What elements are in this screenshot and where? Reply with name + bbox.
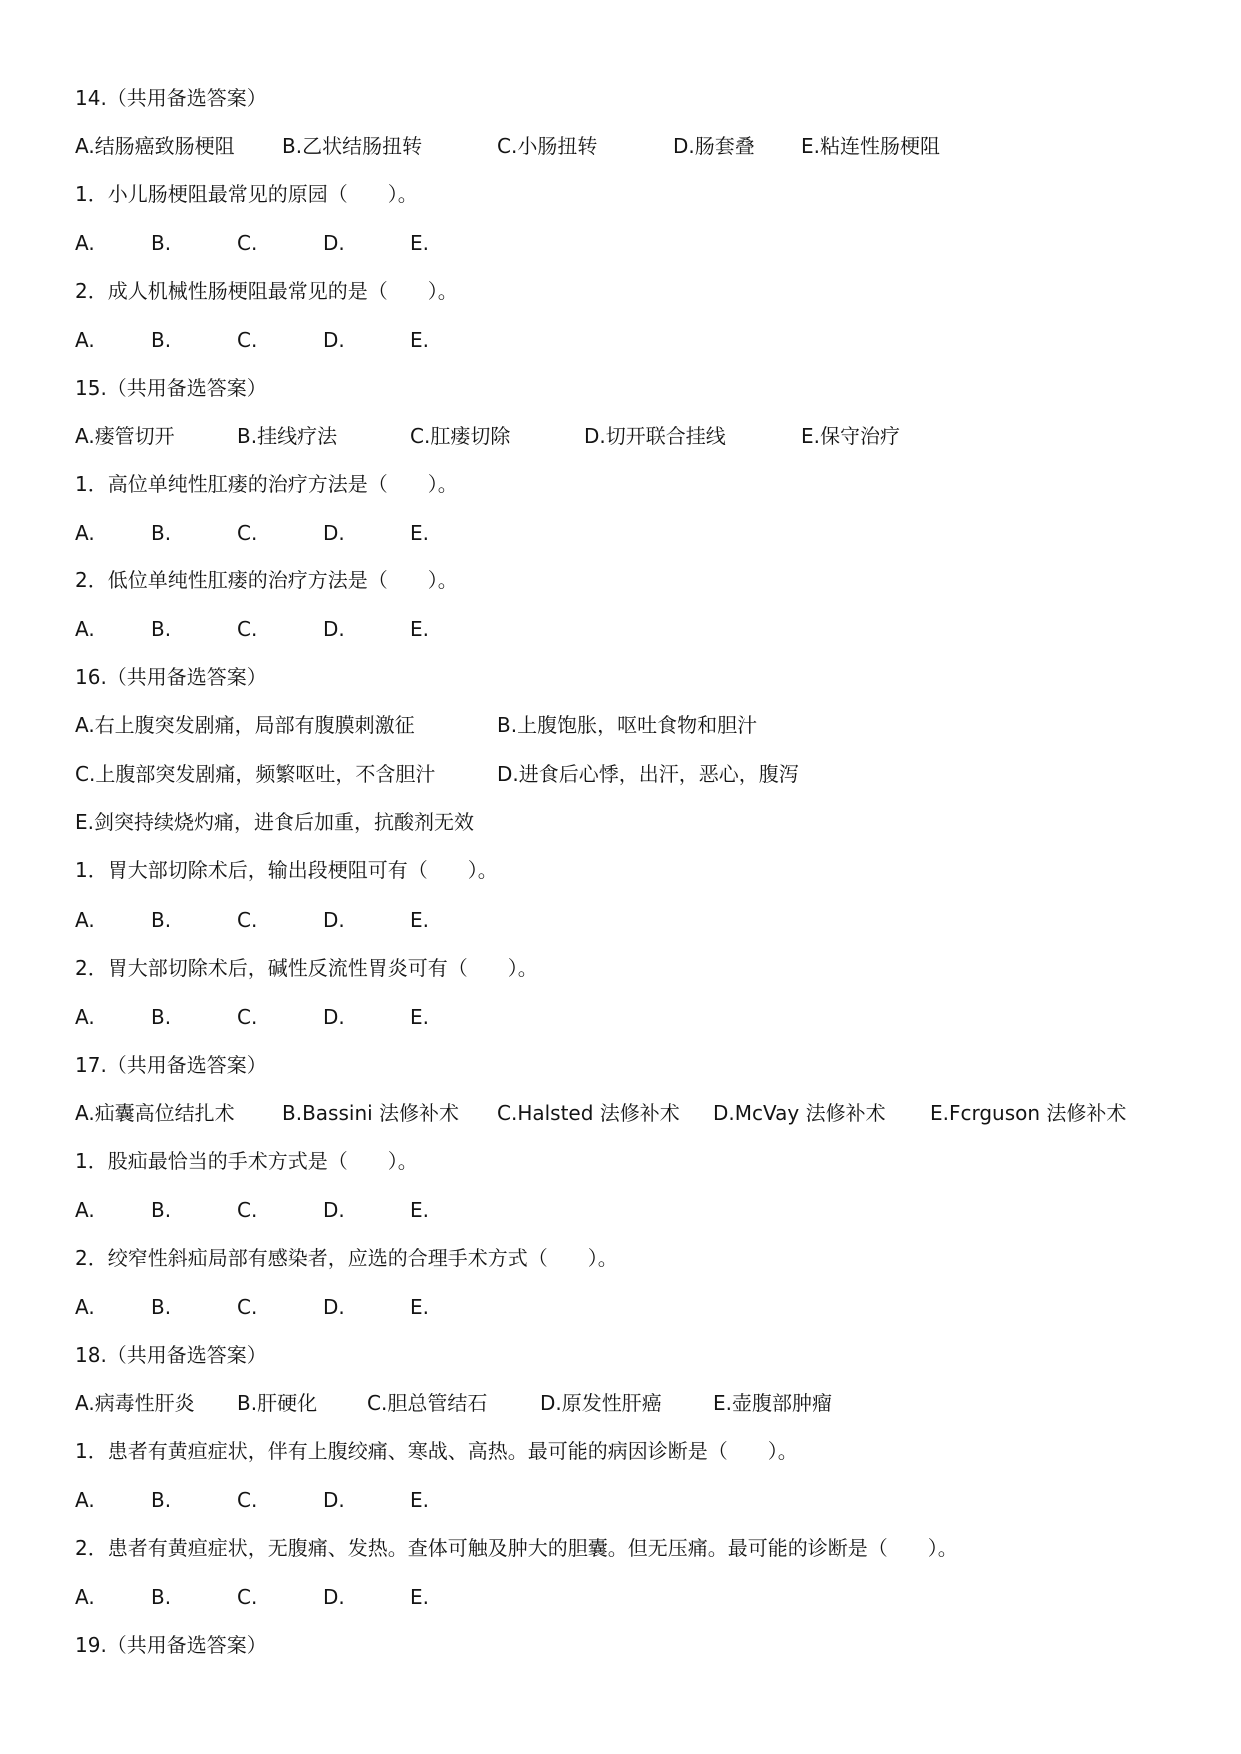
answer-choices-row — [0, 1005, 1241, 1029]
option-item: C.Halsted 法修补术 — [497, 1101, 680, 1125]
group-16-options-row-1 — [0, 713, 1241, 737]
answer-choice-d: D. — [323, 1585, 345, 1609]
group-14-header-line — [0, 86, 1241, 110]
answer-choices-row — [0, 1198, 1241, 1222]
answer-choice-b: B. — [151, 328, 172, 352]
answer-choice-c: C. — [237, 1005, 258, 1029]
answer-choice-a: A. — [75, 617, 95, 641]
question-stem: 1．高位单纯性肛瘘的治疗方法是（ ）。 — [75, 472, 458, 496]
answer-choices-row — [0, 617, 1241, 641]
answer-choice-a: A. — [75, 328, 95, 352]
group-15-header: 15.（共用备选答案） — [75, 376, 267, 400]
group-14-options — [0, 134, 1241, 158]
option-item: B.挂线疗法 — [237, 424, 338, 448]
group-17-header-line — [0, 1053, 1241, 1077]
question-line — [0, 472, 1241, 496]
question-stem: 1．小儿肠梗阻最常见的原园（ ）。 — [75, 182, 418, 206]
question-stem: 1．胃大部切除术后，输出段梗阻可有（ ）。 — [75, 858, 498, 882]
option-item: B.上腹饱胀，呕吐食物和胆汁 — [497, 713, 758, 737]
question-stem: 2．胃大部切除术后，碱性反流性胃炎可有（ ）。 — [75, 956, 538, 980]
answer-choice-b: B. — [151, 1198, 172, 1222]
answer-choice-a: A. — [75, 1005, 95, 1029]
answer-choice-b: B. — [151, 521, 172, 545]
answer-choice-e: E. — [410, 908, 429, 932]
option-item: B.Bassini 法修补术 — [282, 1101, 460, 1125]
option-item: A.疝囊高位结扎术 — [75, 1101, 235, 1125]
group-17-header: 17.（共用备选答案） — [75, 1053, 267, 1077]
option-item: D.肠套叠 — [673, 134, 755, 158]
question-line — [0, 1149, 1241, 1173]
answer-choice-b: B. — [151, 617, 172, 641]
answer-choice-c: C. — [237, 1295, 258, 1319]
option-item: D.McVay 法修补术 — [713, 1101, 886, 1125]
answer-choice-e: E. — [410, 1295, 429, 1319]
question-stem: 2．低位单纯性肛瘘的治疗方法是（ ）。 — [75, 568, 458, 592]
answer-choice-c: C. — [237, 908, 258, 932]
answer-choice-c: C. — [237, 231, 258, 255]
answer-choice-a: A. — [75, 908, 95, 932]
answer-choice-e: E. — [410, 1005, 429, 1029]
option-item: A.右上腹突发剧痛，局部有腹膜刺激征 — [75, 713, 415, 737]
question-line — [0, 1439, 1241, 1463]
option-item: E.粘连性肠梗阻 — [801, 134, 940, 158]
answer-choice-b: B. — [151, 1585, 172, 1609]
group-18-header: 18.（共用备选答案） — [75, 1343, 267, 1367]
question-line — [0, 279, 1241, 303]
answer-choice-e: E. — [410, 328, 429, 352]
answer-choice-d: D. — [323, 1488, 345, 1512]
option-item: C.胆总管结石 — [367, 1391, 488, 1415]
answer-choice-a: A. — [75, 1585, 95, 1609]
group-19-header-line — [0, 1633, 1241, 1657]
option-item: A.结肠癌致肠梗阻 — [75, 134, 235, 158]
question-stem: 1．股疝最恰当的手术方式是（ ）。 — [75, 1149, 418, 1173]
option-item: E.剑突持续烧灼痛，进食后加重，抗酸剂无效 — [75, 810, 474, 834]
answer-choice-b: B. — [151, 1295, 172, 1319]
option-item: B.乙状结肠扭转 — [282, 134, 423, 158]
group-16-header-line — [0, 665, 1241, 689]
answer-choice-a: A. — [75, 1295, 95, 1319]
question-line — [0, 956, 1241, 980]
answer-choice-a: A. — [75, 1198, 95, 1222]
group-16-options-row-3 — [0, 810, 1241, 834]
answer-choice-d: D. — [323, 1295, 345, 1319]
group-18-header-line — [0, 1343, 1241, 1367]
option-item: C.上腹部突发剧痛，频繁呕吐，不含胆汁 — [75, 762, 436, 786]
question-line — [0, 182, 1241, 206]
group-15-options — [0, 424, 1241, 448]
answer-choice-a: A. — [75, 231, 95, 255]
group-18-options — [0, 1391, 1241, 1415]
answer-choices-row — [0, 1295, 1241, 1319]
answer-choices-row — [0, 908, 1241, 932]
answer-choice-e: E. — [410, 1198, 429, 1222]
group-15-header-line — [0, 376, 1241, 400]
answer-choice-e: E. — [410, 231, 429, 255]
answer-choice-c: C. — [237, 1585, 258, 1609]
answer-choice-b: B. — [151, 1005, 172, 1029]
answer-choices-row — [0, 328, 1241, 352]
answer-choice-e: E. — [410, 617, 429, 641]
answer-choice-d: D. — [323, 1005, 345, 1029]
answer-choice-d: D. — [323, 1198, 345, 1222]
question-stem: 2．绞窄性斜疝局部有感染者，应选的合理手术方式（ ）。 — [75, 1246, 618, 1270]
question-stem: 2．成人机械性肠梗阻最常见的是（ ）。 — [75, 279, 458, 303]
question-line — [0, 568, 1241, 592]
group-16-header: 16.（共用备选答案） — [75, 665, 267, 689]
group-14-header: 14.（共用备选答案） — [75, 86, 267, 110]
answer-choices-row — [0, 231, 1241, 255]
question-line — [0, 1246, 1241, 1270]
option-item: C.肛瘘切除 — [410, 424, 511, 448]
option-item: E.壶腹部肿瘤 — [713, 1391, 832, 1415]
question-line — [0, 1536, 1241, 1560]
option-item: E.Fcrguson 法修补术 — [930, 1101, 1127, 1125]
answer-choice-d: D. — [323, 231, 345, 255]
answer-choice-c: C. — [237, 328, 258, 352]
question-stem: 1．患者有黄疸症状，伴有上腹绞痛、寒战、高热。最可能的病因诊断是（ ）。 — [75, 1439, 798, 1463]
answer-choice-e: E. — [410, 1488, 429, 1512]
option-item: E.保守治疗 — [801, 424, 900, 448]
answer-choice-e: E. — [410, 1585, 429, 1609]
answer-choices-row — [0, 521, 1241, 545]
answer-choice-b: B. — [151, 908, 172, 932]
option-item: C.小肠扭转 — [497, 134, 598, 158]
option-item: D.原发性肝癌 — [540, 1391, 662, 1415]
answer-choice-a: A. — [75, 521, 95, 545]
answer-choice-b: B. — [151, 1488, 172, 1512]
group-16-options-row-2 — [0, 762, 1241, 786]
answer-choice-e: E. — [410, 521, 429, 545]
answer-choice-c: C. — [237, 1198, 258, 1222]
answer-choice-c: C. — [237, 1488, 258, 1512]
option-item: A.瘘管切开 — [75, 424, 175, 448]
answer-choice-d: D. — [323, 328, 345, 352]
answer-choice-d: D. — [323, 908, 345, 932]
option-item: A.病毒性肝炎 — [75, 1391, 195, 1415]
answer-choice-b: B. — [151, 231, 172, 255]
group-17-options — [0, 1101, 1241, 1125]
question-stem: 2．患者有黄疸症状，无腹痛、发热。查体可触及肿大的胆囊。但无压痛。最可能的诊断是（ ）。 — [75, 1536, 958, 1560]
option-item: B.肝硬化 — [237, 1391, 318, 1415]
answer-choice-d: D. — [323, 521, 345, 545]
answer-choice-a: A. — [75, 1488, 95, 1512]
question-line — [0, 858, 1241, 882]
answer-choice-c: C. — [237, 617, 258, 641]
option-item: D.切开联合挂线 — [584, 424, 726, 448]
answer-choice-d: D. — [323, 617, 345, 641]
option-item: D.进食后心悸，出汗，恶心，腹泻 — [497, 762, 799, 786]
group-19-header: 19.（共用备选答案） — [75, 1633, 267, 1657]
answer-choices-row — [0, 1488, 1241, 1512]
answer-choice-c: C. — [237, 521, 258, 545]
answer-choices-row — [0, 1585, 1241, 1609]
